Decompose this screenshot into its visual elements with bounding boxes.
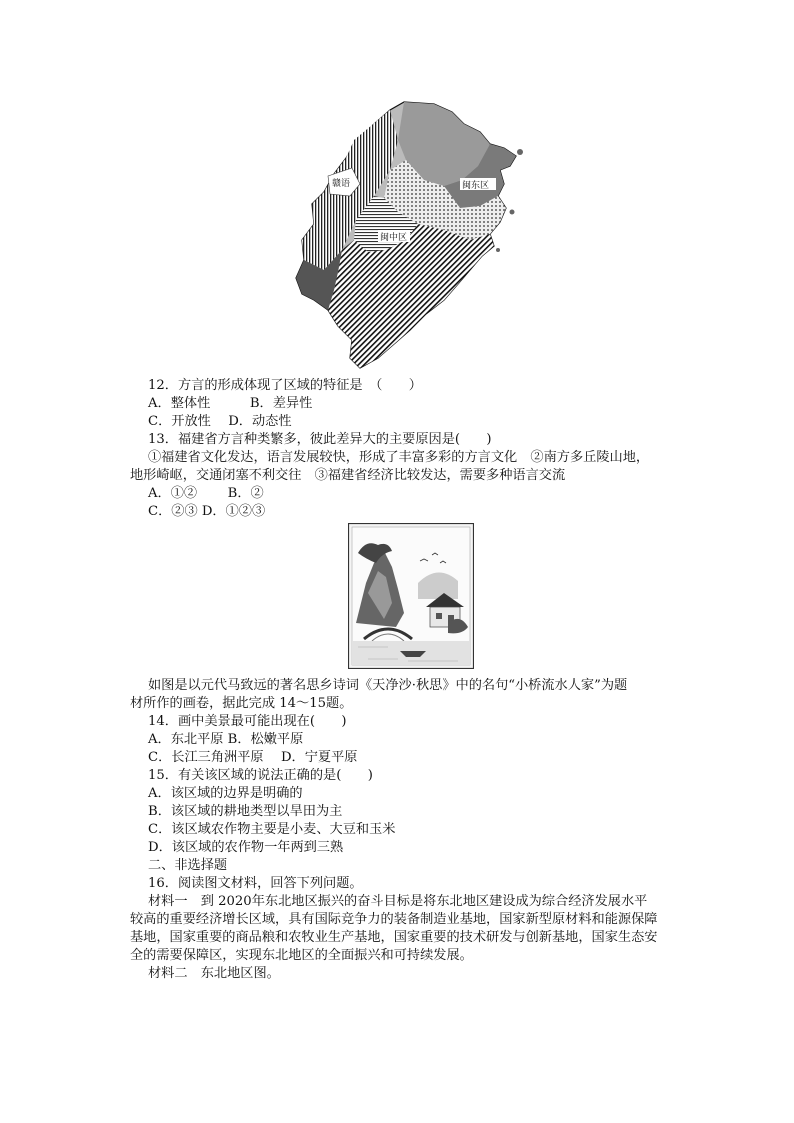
island [517, 149, 523, 155]
painting-bridge-illustration [348, 523, 474, 669]
map-label-minzhong: 闽中区 [380, 233, 408, 243]
q16-material1-line3: 基地，国家重要的商品粮和农牧业生产基地，国家重要的技术研发与创新基地，国家生态安 [130, 930, 658, 945]
intro-line1: 如图是以元代马致远的著名思乡诗词《天净沙·秋思》中的名句“小桥流水人家”为题 [148, 678, 628, 693]
q16-material2: 材料二 东北地区图。 [148, 966, 280, 981]
q16-material1-line2: 较高的重要经济增长区域，具有国际竞争力的装备制造业基地，国家新型原材料和能源保障 [130, 912, 658, 927]
q13-stem: 13．福建省方言种类繁多，彼此差异大的主要原因是( ) [148, 432, 492, 447]
q14-options-ab: A．东北平原 B．松嫩平原 [148, 732, 304, 747]
q13-options-ab: A．①② B．② [148, 486, 264, 501]
q15-stem: 15．有关该区域的说法正确的是( ) [148, 768, 373, 783]
section-heading: 二、非选择题 [148, 858, 228, 873]
house-window [436, 613, 442, 619]
q16-stem: 16．阅读图文材料，回答下列问题。 [148, 876, 363, 891]
q15-option-a: A．该区域的边界是明确的 [148, 786, 303, 801]
q13-statement-line1: ①福建省文化发达，语言发展较快，形成了丰富多彩的方言文化 ②南方多丘陵山地， [148, 450, 650, 465]
q12-options-cd: C．开放性 D．动态性 [148, 414, 292, 429]
intro-line2: 材所作的画卷，据此完成 14～15题。 [130, 696, 353, 711]
q13-options-cd: C．②③ D．①②③ [148, 504, 266, 519]
q16-material1-line4: 全的需要保障区，实现东北地区的全面振兴和可持续发展。 [130, 948, 473, 963]
fujian-dialect-map [294, 100, 534, 372]
island [496, 248, 500, 252]
q15-option-d: D．该区域的农作物一年两到三熟 [148, 840, 344, 855]
q12-stem: 12．方言的形成体现了区域的特征是 （ ） [148, 378, 422, 393]
q15-option-b: B．该区域的耕地类型以旱田为主 [148, 804, 343, 819]
map-label-mindong: 闽东区 [462, 181, 490, 191]
map-label-gan: 赣语 [332, 179, 351, 189]
q16-material1-line1: 材料一 到 2020年东北地区振兴的奋斗目标是将东北地区建设成为综合经济发展水平 [148, 894, 648, 909]
island [510, 210, 515, 215]
q14-options-cd: C．长江三角洲平原 D．宁夏平原 [148, 750, 358, 765]
q14-stem: 14．画中美景最可能出现在( ) [148, 714, 347, 729]
q15-option-c: C．该区域农作物主要是小麦、大豆和玉米 [148, 822, 396, 837]
q12-options-ab: A．整体性 B．差异性 [148, 396, 313, 411]
region-minnan [328, 224, 494, 368]
q13-statement-line2: 地形崎岖，交通闭塞不利交往 ③福建省经济比较发达，需要多种语言交流 [130, 468, 566, 483]
